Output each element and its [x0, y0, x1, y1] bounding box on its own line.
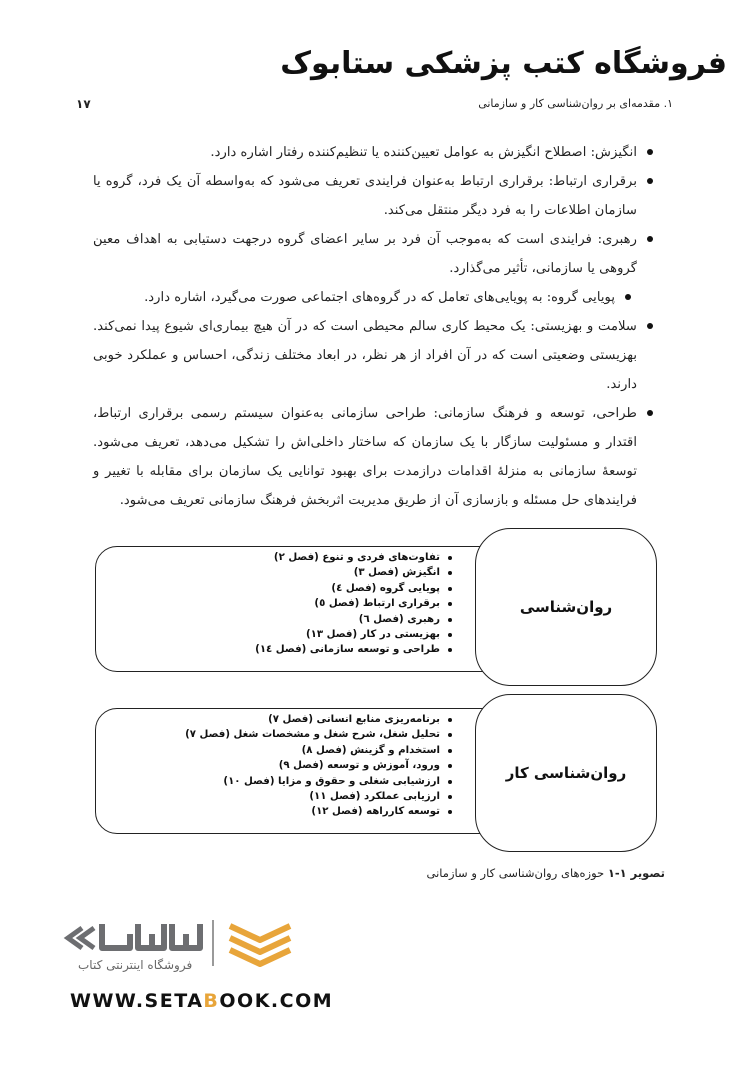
list-item-text: برنامه‌ریزی منابع انسانی (فصل ۷): [268, 714, 440, 725]
list-item: [93, 225, 653, 283]
list-item: [93, 283, 653, 312]
list-item-text: سلامت و بهزیستی: یک محیط کاری سالم محیطی است که در آن هیچ بیماری‌ای شیوع پیدا نمی‌کند. بهزیستی وضعیتی است که در آن افراد از هر نظر، در ابعاد مختلف زندگی، احساس و عملکرد خوبی دارند.: [93, 319, 637, 392]
bullet-icon: [448, 795, 452, 799]
bullet-icon: [647, 149, 653, 155]
bullet-icon: [448, 556, 452, 560]
bullet-icon: [448, 602, 452, 606]
list-item: [185, 804, 452, 819]
bullet-icon: [448, 587, 452, 591]
bullet-icon: [647, 410, 653, 416]
list-item-text: ارزیابی عملکرد (فصل ۱۱): [309, 791, 440, 803]
list-item-text: تحلیل شغل، شرح شغل و مشخصات شغل (فصل ۷): [185, 729, 440, 741]
list-item: [185, 743, 452, 758]
category-box-psychology: [475, 528, 657, 686]
bullet-icon: [448, 764, 452, 768]
bullet-icon: [448, 749, 452, 753]
url-accent: B: [203, 990, 220, 1012]
bullet-icon: [448, 648, 452, 652]
list-item: [93, 167, 653, 225]
list-item: [255, 612, 452, 627]
setabook-logo-icon: [60, 904, 340, 984]
list-item: [93, 138, 653, 167]
list-item-text: برقراری ارتباط: برقراری ارتباط به‌عنوان فرایندی تعریف می‌شود که به‌واسطه آن یک فرد، گروه یا سازمان اطلاعات را به فرد دیگر منتقل می‌کند.: [93, 174, 637, 218]
bullet-icon: [647, 323, 653, 329]
figure-caption: [427, 866, 665, 880]
bullet-icon: [647, 178, 653, 184]
list-item: [93, 399, 653, 515]
url-text: WWW.SETA: [70, 990, 204, 1012]
list-item-text: استخدام و گزینش (فصل ۸): [301, 744, 440, 756]
running-header: [76, 97, 673, 115]
url-text: OOK.COM: [219, 990, 334, 1012]
list-item-text: طراحی و توسعه سازمانی (فصل ۱٤): [255, 644, 440, 656]
bullet-icon: [448, 810, 452, 814]
list-item-text: رهبری: فرایندی است که به‌موجب آن فرد بر سایر اعضای گروه درجهت دستیابی به اهداف معین گروهی یا سازمانی، تأثیر می‌گذارد.: [93, 232, 637, 276]
list-item-text: پویایی گروه: به پویایی‌های تعامل که در گروه‌های اجتماعی صورت می‌گیرد، اشاره دارد.: [144, 290, 615, 305]
category-box-work-psychology: [475, 694, 657, 852]
category-title: روان‌شناسی: [519, 598, 613, 616]
list-item: [255, 550, 452, 565]
page-number: ۱۷: [76, 97, 91, 111]
list-item: [93, 312, 653, 399]
list-item-text: رهبری (فصل ٦): [358, 613, 440, 625]
figure-caption-text: حوزه‌های روان‌شناسی کار و سازمانی: [426, 866, 605, 880]
list-item: [185, 727, 452, 742]
list-item: [185, 712, 452, 727]
list-item-text: پویایی گروه (فصل ٤): [331, 582, 440, 594]
list-item: [185, 774, 452, 789]
bullet-icon: [448, 571, 452, 575]
list-item-text: بهزیستی در کار (فصل ۱۳): [306, 629, 440, 641]
bullet-icon: [448, 733, 452, 737]
definition-list: [93, 138, 653, 515]
bullet-icon: [448, 633, 452, 637]
list-item-text: تفاوت‌های فردی و تنوع (فصل ۲): [273, 552, 440, 563]
bullet-icon: [625, 294, 631, 300]
list-item-text: ورود، آموزش و توسعه (فصل ۹): [278, 760, 440, 772]
list-item-text: انگیزش: اصطلاح انگیزش به عوامل تعیین‌کننده یا تنظیم‌کننده رفتار اشاره دارد.: [210, 145, 637, 160]
list-item: [185, 758, 452, 773]
list-item-text: توسعه کارراهه (فصل ۱۲): [311, 806, 440, 818]
list-item: [255, 596, 452, 611]
topics-list-psychology: [255, 550, 452, 658]
domains-diagram: [95, 528, 657, 840]
list-item-text: ارزشیابی شغلی و حقوق و مزایا (فصل ۱۰): [223, 775, 440, 787]
bullet-icon: [448, 780, 452, 784]
category-title: روان‌شناسی کار: [505, 764, 627, 782]
topics-list-work-psychology: [185, 712, 452, 820]
list-item: [185, 789, 452, 804]
brand-tagline: فروشگاه اینترنتی کتاب: [78, 958, 193, 972]
list-item: [255, 627, 452, 642]
bullet-icon: [448, 718, 452, 722]
site-title: فروشگاه کتب پزشکی ستابوک: [280, 46, 727, 81]
list-item-text: برقراری ارتباط (فصل ٥): [314, 598, 440, 610]
bullet-icon: [647, 236, 653, 242]
list-item: [255, 642, 452, 657]
list-item-text: طراحی، توسعه و فرهنگ سازمانی: طراحی سازمانی به‌عنوان سیستم رسمی برقراری ارتباط، اقتدار و مسئولیت سازگار با یک سازمان که ساختار داخلی‌اش را تشکیل می‌دهد، تعریف می‌شود. توسعهٔ سازمانی به منزلهٔ اقدامات درازمدت برای بهبود توانایی یک سازمان برای مقابله با تغییر و فرایندهای حل مسئله و بازسازی آن از طریق مدیریت اثربخش فرهنگ سازمانی تعریف می‌شود.: [93, 406, 637, 508]
bullet-icon: [448, 618, 452, 622]
brand-url: [70, 990, 333, 1012]
list-item: [255, 581, 452, 596]
list-item: [255, 565, 452, 580]
figure-label: تصویر ۱-۱: [607, 866, 665, 880]
list-item-text: انگیزش (فصل ۳): [353, 567, 440, 579]
chapter-title: ۱. مقدمه‌ای بر روان‌شناسی کار و سازمانی: [478, 97, 673, 110]
